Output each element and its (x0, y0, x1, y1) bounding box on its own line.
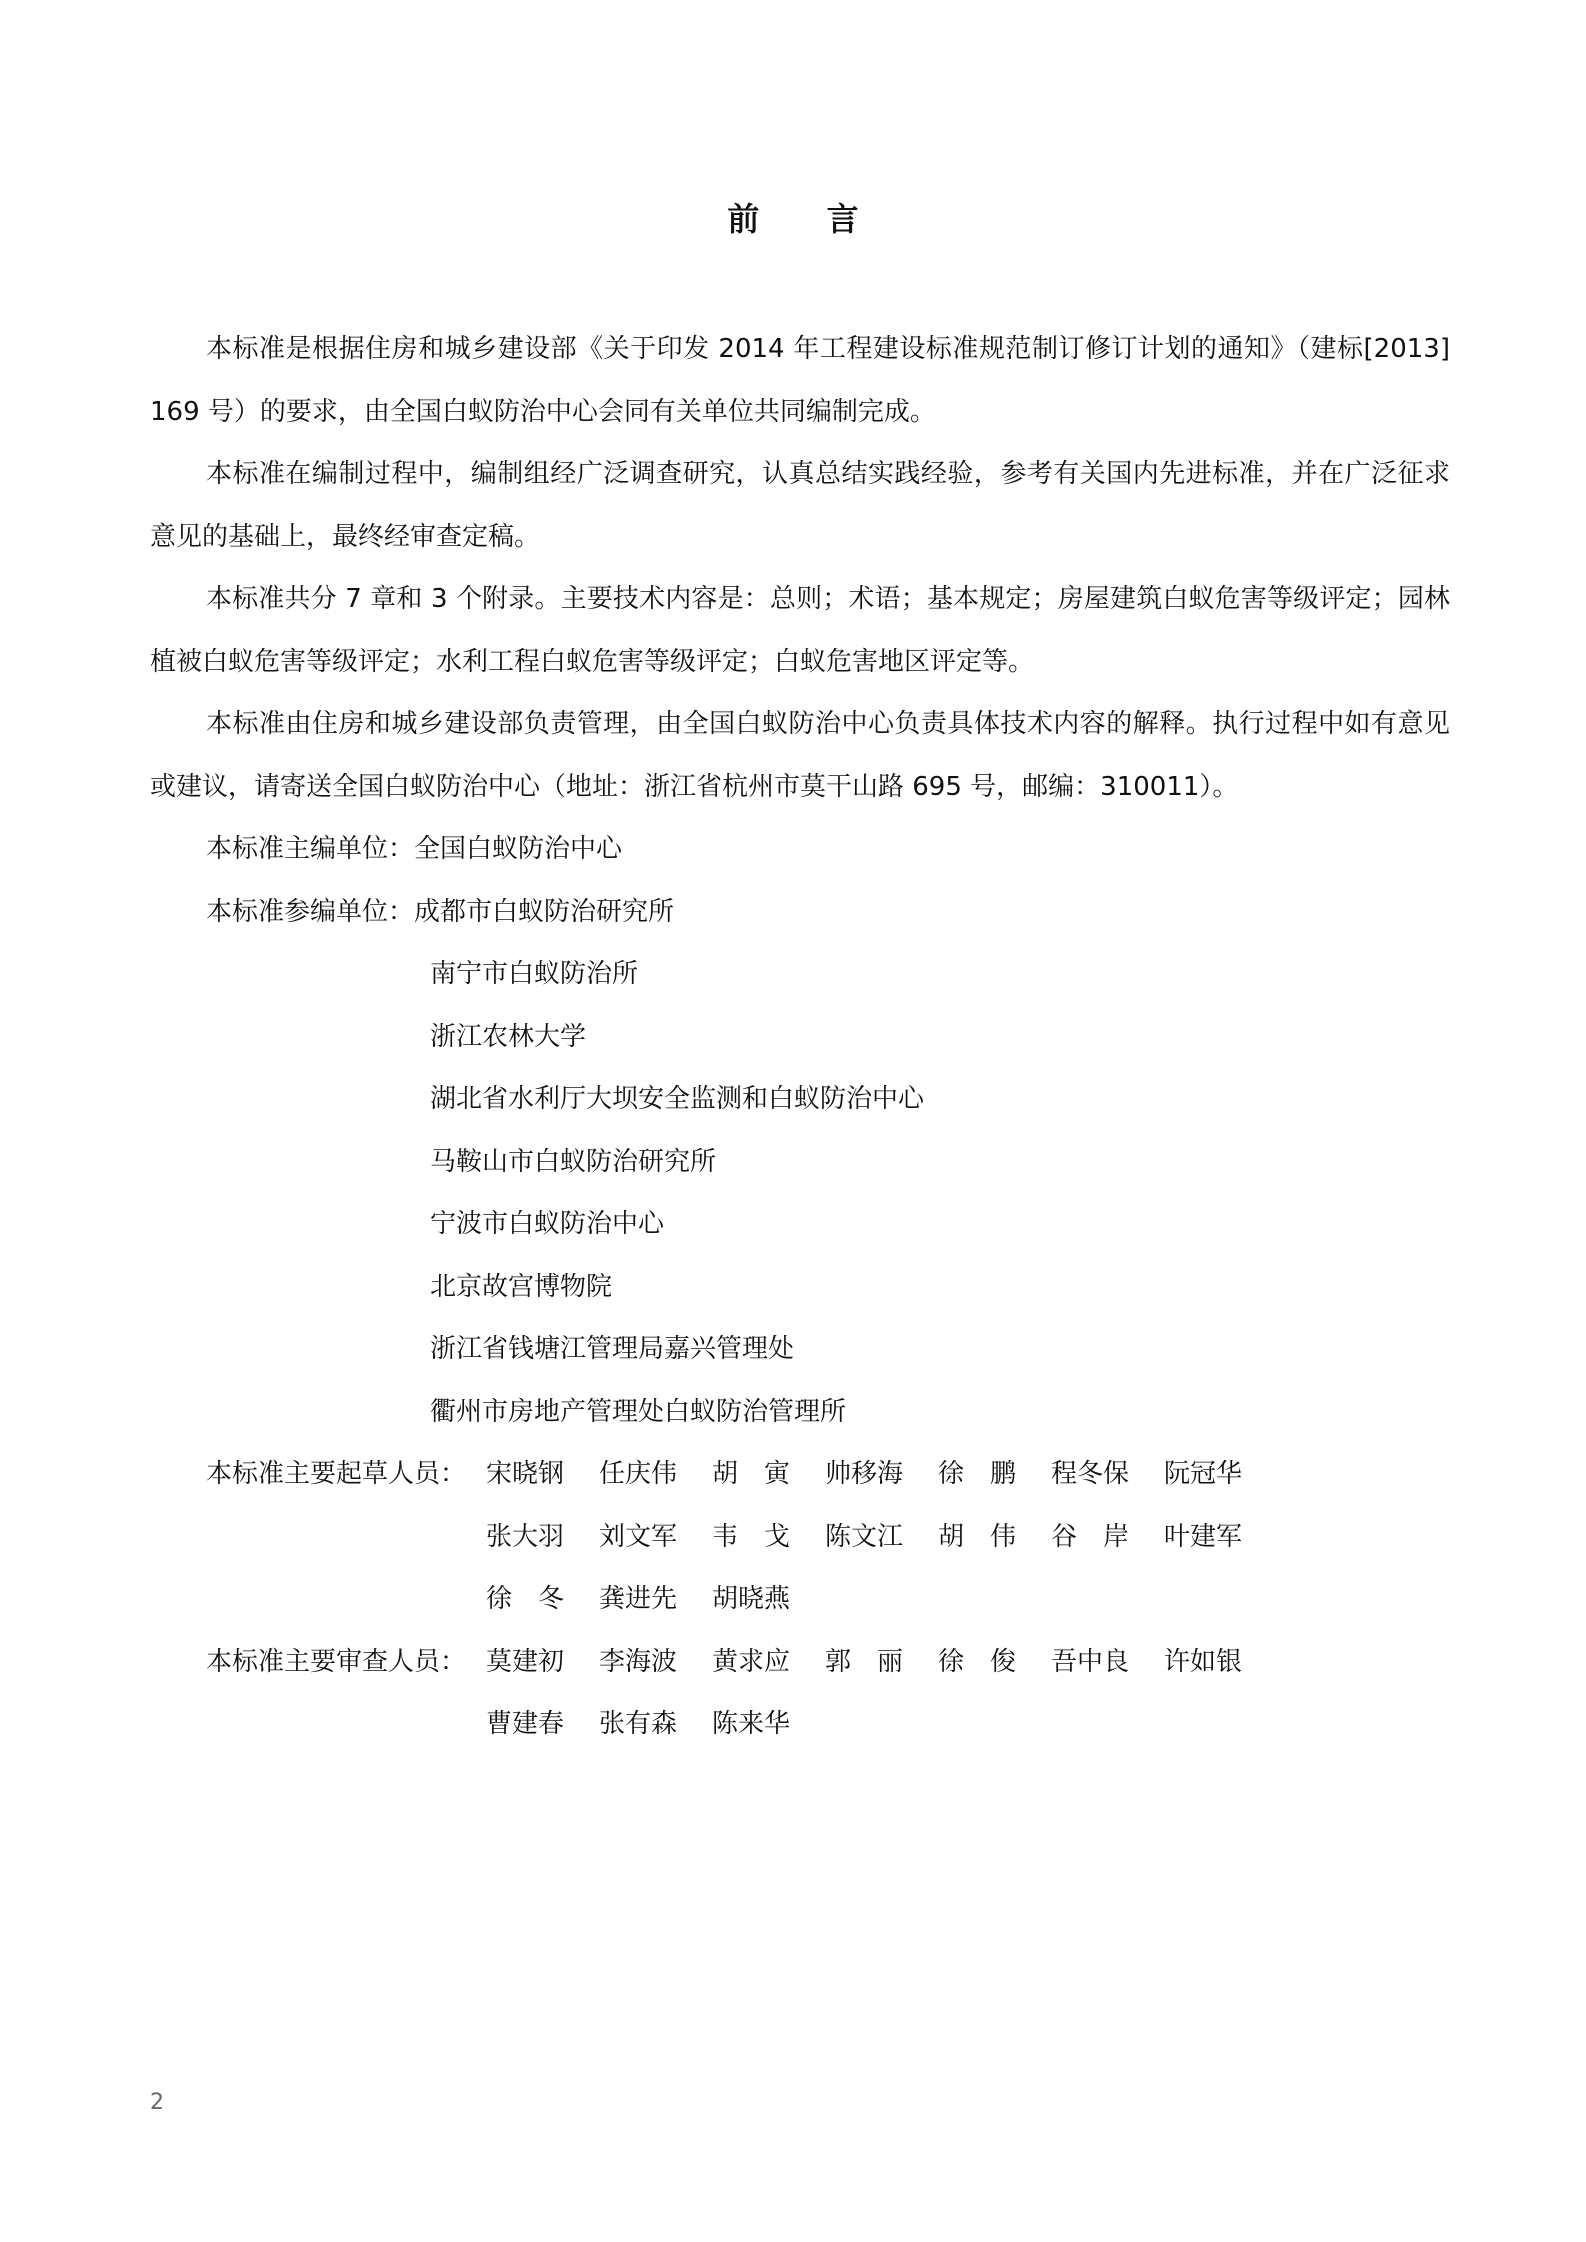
drafter-name: 胡晓燕 (712, 1584, 791, 1614)
reviewer-name: 徐 俊 (938, 1646, 1017, 1677)
drafter-name: 叶建军 (1164, 1521, 1243, 1552)
reviewers-block (150, 1631, 1450, 1756)
participating-unit: 马鞍山市白蚁防治研究所 (430, 1146, 717, 1177)
participating-unit-row (150, 1068, 1450, 1131)
participating-unit-row (150, 1256, 1450, 1319)
drafter-name: 宋晓钢 (486, 1459, 565, 1489)
reviewer-name: 黄求应 (712, 1646, 791, 1677)
page-number: 2 (150, 2090, 164, 2115)
drafters-label: 本标准主要起草人员： (206, 1459, 467, 1489)
reviewer-name: 陈来华 (712, 1709, 791, 1739)
chief-unit-value: 全国白蚁防治中心 (414, 834, 623, 864)
participating-unit: 北京故宫博物院 (430, 1271, 613, 1302)
participating-unit: 浙江农林大学 (430, 1021, 587, 1052)
participating-unit-row (150, 881, 1450, 944)
participating-unit: 衢州市房地产管理处白蚁防治管理所 (430, 1396, 847, 1427)
drafter-name: 徐 冬 (486, 1584, 565, 1614)
drafter-name: 徐 鹏 (938, 1459, 1017, 1489)
drafter-name: 胡 寅 (712, 1459, 791, 1489)
drafters-row (150, 1568, 1450, 1631)
participating-unit: 湖北省水利厅大坝安全监测和白蚁防治中心 (430, 1084, 925, 1114)
drafters-row (150, 1443, 1450, 1506)
paragraph-3: 本标准共分 7 章和 3 个附录。主要技术内容是：总则；术语；基本规定；房屋建筑白蚁危害等级评定；园林植被白蚁危害等级评定；水利工程白蚁危害等级评定；白蚁危害地区评定等。 (150, 584, 1450, 677)
drafter-name: 龚进先 (599, 1584, 678, 1614)
chief-unit-label: 本标准主编单位： (206, 834, 415, 864)
participating-unit-row (150, 1193, 1450, 1256)
drafter-name: 陈文江 (825, 1521, 904, 1552)
foreword-body (150, 318, 1450, 1756)
drafter-name: 胡 伟 (938, 1521, 1017, 1552)
reviewer-name: 许如银 (1164, 1646, 1243, 1677)
reviewers-label: 本标准主要审查人员： (206, 1646, 467, 1677)
drafters-row (150, 1506, 1450, 1569)
paragraph-4: 本标准由住房和城乡建设部负责管理，由全国白蚁防治中心负责具体技术内容的解释。执行过程中如有意见或建议，请寄送全国白蚁防治中心（地址：浙江省杭州市莫干山路 695 号，邮编：310011）。 (150, 709, 1450, 802)
participating-units (150, 881, 1450, 1444)
participating-unit: 浙江省钱塘江管理局嘉兴管理处 (430, 1334, 795, 1364)
drafter-name: 谷 岸 (1051, 1521, 1130, 1552)
drafter-name: 任庆伟 (599, 1459, 678, 1489)
reviewer-name: 张有森 (599, 1709, 678, 1739)
participating-unit: 南宁市白蚁防治所 (430, 959, 639, 989)
participating-unit: 成都市白蚁防治研究所 (414, 896, 675, 927)
drafter-name: 程冬保 (1051, 1459, 1130, 1489)
participating-unit: 宁波市白蚁防治中心 (430, 1209, 665, 1239)
participating-unit-row (150, 943, 1450, 1006)
participating-units-label: 本标准参编单位： (206, 896, 415, 927)
drafter-name: 韦 戈 (712, 1521, 791, 1552)
reviewer-name: 吾中良 (1051, 1646, 1130, 1677)
drafter-name: 帅移海 (825, 1459, 904, 1489)
paragraph-1: 本标准是根据住房和城乡建设部《关于印发 2014 年工程建设标准规范制订修订计划的通知》（建标[2013] 169 号）的要求，由全国白蚁防治中心会同有关单位共同编制完成。 (150, 334, 1450, 427)
reviewer-name: 莫建初 (486, 1646, 565, 1677)
reviewer-name: 曹建春 (486, 1709, 565, 1739)
participating-unit-row (150, 1381, 1450, 1444)
drafters-block (150, 1443, 1450, 1631)
participating-unit-row (150, 1318, 1450, 1381)
paragraph-2: 本标准在编制过程中，编制组经广泛调查研究，认真总结实践经验，参考有关国内先进标准，并在广泛征求意见的基础上，最终经审查定稿。 (150, 459, 1450, 552)
reviewer-name: 李海波 (599, 1646, 678, 1677)
reviewers-row (150, 1693, 1450, 1756)
participating-unit-row (150, 1131, 1450, 1194)
drafter-name: 张大羽 (486, 1521, 565, 1552)
drafter-name: 刘文军 (599, 1521, 678, 1552)
participating-unit-row (150, 1006, 1450, 1069)
reviewer-name: 郭 丽 (825, 1646, 904, 1677)
drafter-name: 阮冠华 (1164, 1459, 1243, 1489)
page-title: 前 言 (727, 200, 887, 238)
chief-unit-row (150, 818, 1450, 881)
reviewers-row (150, 1631, 1450, 1694)
